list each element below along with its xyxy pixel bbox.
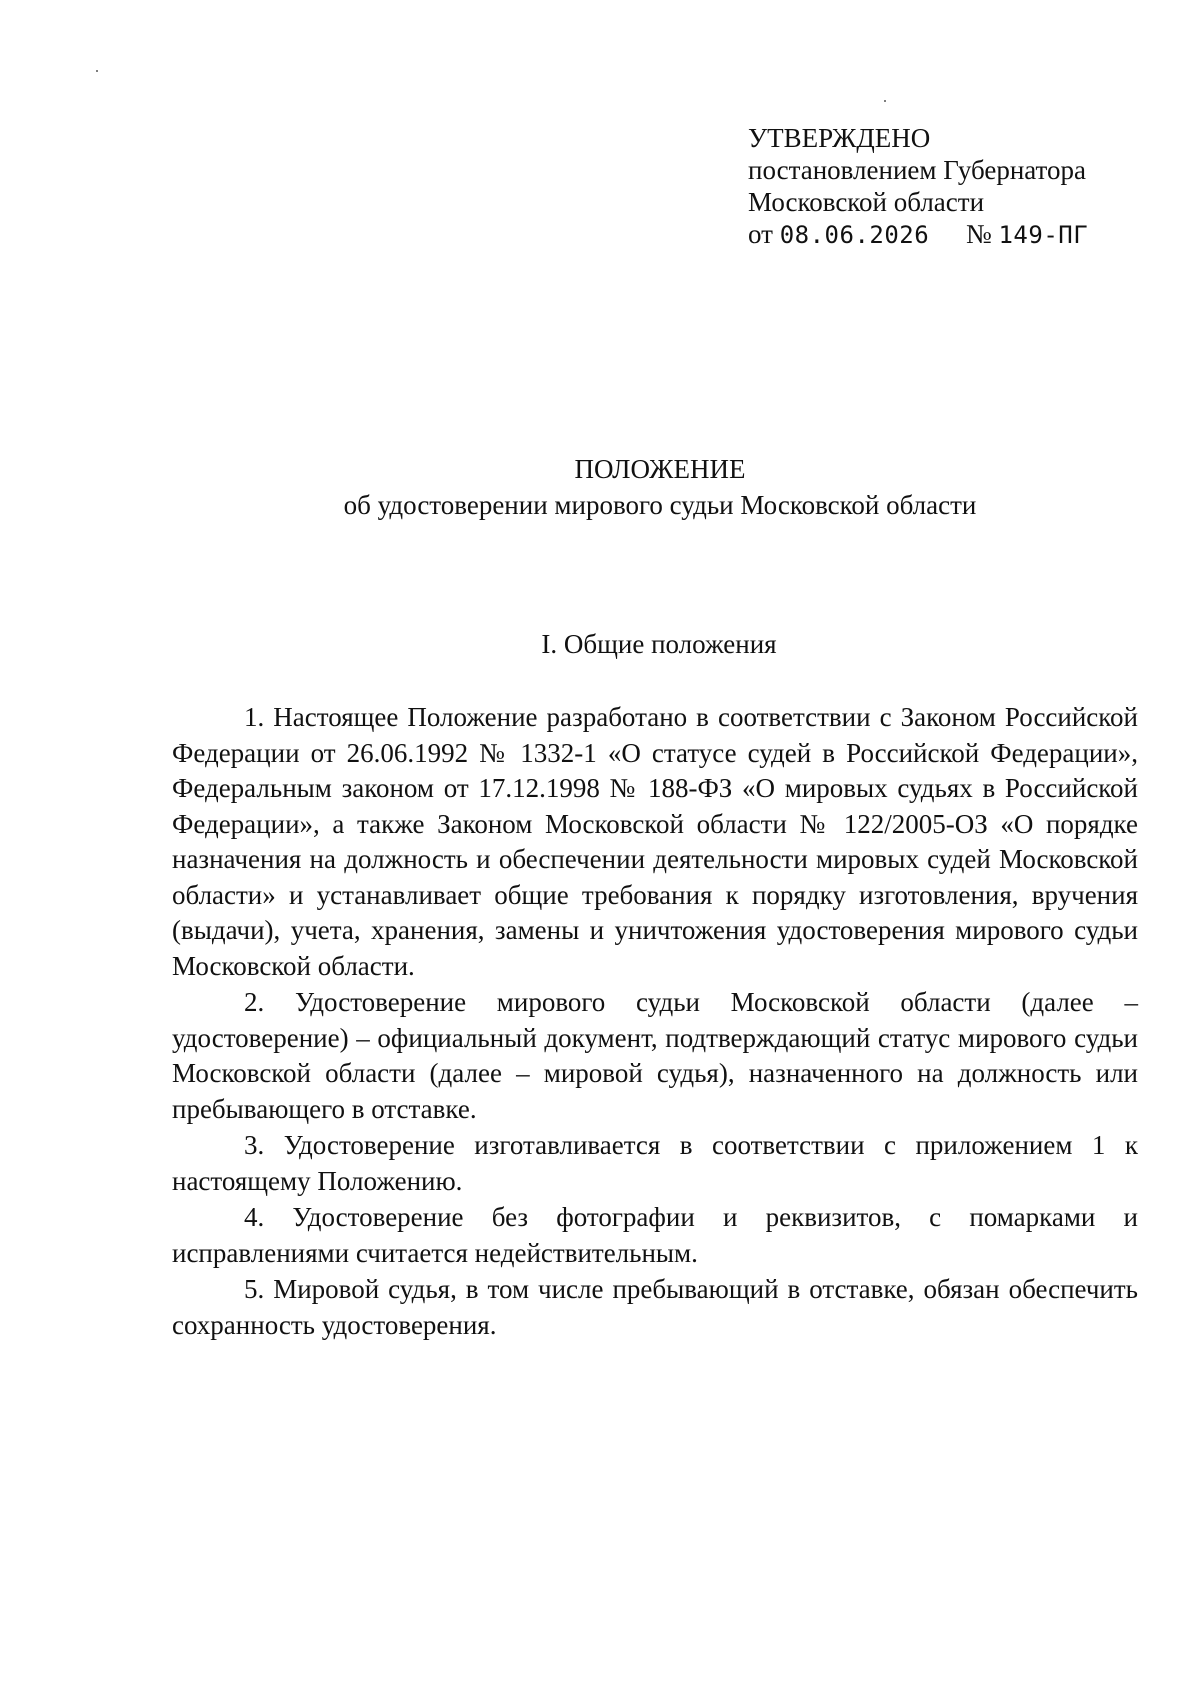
paragraph-3: 3. Удостоверение изготавливается в соответствии с приложением 1 к настоящему Положению. xyxy=(172,1130,1138,1196)
approval-stamp-block xyxy=(748,122,1088,251)
paragraph-1: 1. Настоящее Положение разработано в соответствии с Законом Российской Федерации от 26.06.1992 № 1332-1 «О статусе судей в Российской Федерации», Федеральным законом от 17.12.1998 № 188-ФЗ «О мировых судьях в Российской Федерации», а также Законом Московской области № 122/2005-ОЗ «О порядке назначения на должность и обеспечении деятельности мировых судей Московской области» и устанавливает общие требования к порядку изготовления, вручения (выдачи), учета, хранения, замены и уничтожения удостоверения мирового судьи Московской области. xyxy=(172,702,1138,981)
paragraph-5: 5. Мировой судья, в том числе пребывающий в отставке, обязан обеспечить сохранность удостоверения. xyxy=(172,1274,1138,1340)
approval-date-line xyxy=(748,218,1088,251)
scan-speck xyxy=(884,100,886,102)
scan-speck xyxy=(96,70,98,72)
approval-line-1: постановлением Губернатора xyxy=(748,155,1086,185)
paragraph-4: 4. Удостоверение без фотографии и реквизитов, с помарками и исправлениями считается недействительным. xyxy=(172,1202,1138,1268)
decree-date: 08.06.2026 xyxy=(779,221,930,249)
date-prefix: от xyxy=(748,219,773,249)
paragraph-2: 2. Удостоверение мирового судьи Московской области (далее – удостоверение) – официальный документ, подтверждающий статус мирового судьи Московской области (далее – мировой судья), назначенного на должность или пребывающего в отставке. xyxy=(172,987,1138,1124)
document-subtitle: об удостоверении мирового судьи Московской области xyxy=(343,490,977,520)
approval-line-2: Московской области xyxy=(748,187,985,217)
section-heading: I. Общие положения xyxy=(541,629,777,659)
number-sign: № xyxy=(965,219,992,249)
document-body xyxy=(172,700,1138,1344)
decree-number: 149-ПГ xyxy=(998,221,1089,249)
document-title xyxy=(0,451,1200,523)
approval-heading: УТВЕРЖДЕНО xyxy=(748,123,931,153)
document-title-main: ПОЛОЖЕНИЕ xyxy=(574,454,746,484)
